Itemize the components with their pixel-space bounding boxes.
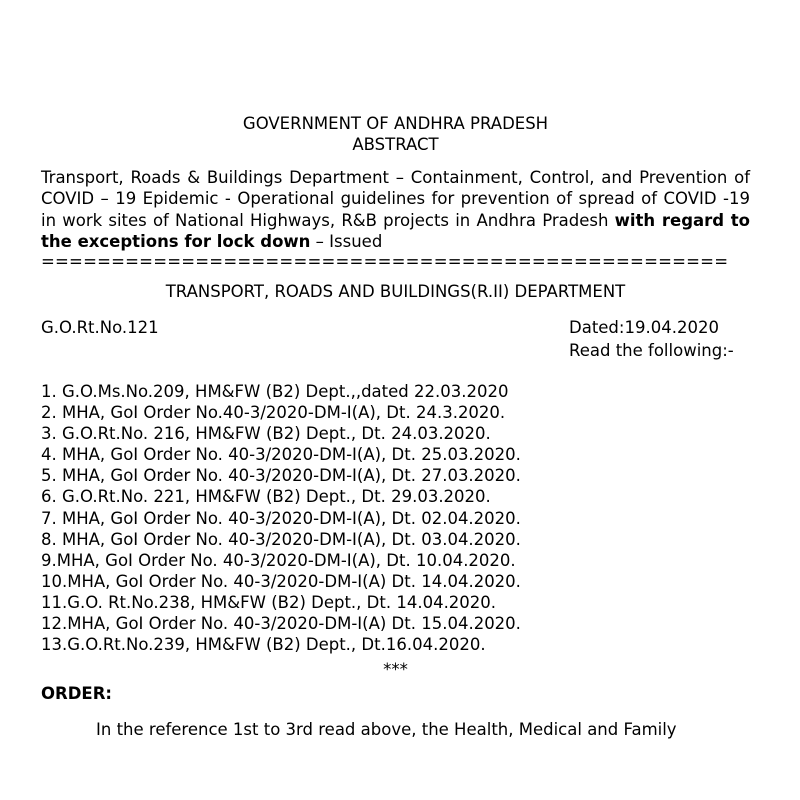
government-title: GOVERNMENT OF ANDHRA PRADESH — [242, 114, 549, 133]
reference-item: 11.G.O. Rt.No.238, HM&FW (B2) Dept., Dt. 14.04.2020. — [41, 592, 497, 612]
reference-item: 7. MHA, GoI Order No. 40-3/2020-DM-I(A), Dt. 02.04.2020. — [41, 508, 521, 528]
order-paragraph: In the reference 1st to 3rd read above, the Health, Medical and Family — [96, 720, 677, 739]
reference-item: 10.MHA, GoI Order No. 40-3/2020-DM-I(A) Dt. 14.04.2020. — [41, 571, 521, 591]
header-block — [41, 113, 750, 155]
reference-item: 13.G.O.Rt.No.239, HM&FW (B2) Dept., Dt.16.04.2020. — [41, 635, 486, 655]
reference-item: 3. G.O.Rt.No. 216, HM&FW (B2) Dept., Dt. 24.03.2020. — [41, 424, 491, 444]
go-number: G.O.Rt.No.121 — [41, 318, 159, 337]
reference-item: 5. MHA, GoI Order No. 40-3/2020-DM-I(A), Dt. 27.03.2020. — [41, 466, 521, 486]
subject-paragraph — [41, 167, 750, 252]
reference-item: 9.MHA, GoI Order No. 40-3/2020-DM-I(A), Dt. 10.04.2020. — [41, 550, 516, 570]
reference-item: 12.MHA, GoI Order No. 40-3/2020-DM-I(A) Dt. 15.04.2020. — [41, 614, 521, 634]
order-heading: ORDER: — [41, 684, 113, 703]
department-title: TRANSPORT, ROADS AND BUILDINGS(R.II) DEPARTMENT — [165, 282, 626, 301]
reference-item: 2. MHA, GoI Order No.40-3/2020-DM-I(A), Dt. 24.3.2020. — [41, 403, 506, 423]
reference-item: 8. MHA, GoI Order No. 40-3/2020-DM-I(A), Dt. 03.04.2020. — [41, 529, 521, 549]
read-following-label: Read the following:- — [569, 341, 734, 360]
separator-line: ================================================= — [41, 252, 729, 271]
abstract-title: ABSTRACT — [352, 135, 439, 154]
reference-list — [41, 381, 521, 655]
section-stars: *** — [383, 660, 408, 679]
subject-suffix: – Issued — [310, 231, 383, 251]
subject-text: Transport, Roads & Buildings Department – Containment, Control, and Prevention of COVID – 19 Epidemic - Operational guidelines for prevention of spread of COVID -19 in work sites of National Highways, R&B projects in Andhra Pradesh — [41, 168, 750, 230]
reference-item: 1. G.O.Ms.No.209, HM&FW (B2) Dept.,,dated 22.03.2020 — [41, 382, 509, 401]
reference-item: 6. G.O.Rt.No. 221, HM&FW (B2) Dept., Dt. 29.03.2020. — [41, 487, 491, 507]
subject-bold-text: with regard to the exceptions for lock down — [41, 210, 751, 251]
go-date: Dated:19.04.2020 — [569, 318, 719, 337]
reference-item: 4. MHA, GoI Order No. 40-3/2020-DM-I(A), Dt. 25.03.2020. — [41, 445, 521, 465]
